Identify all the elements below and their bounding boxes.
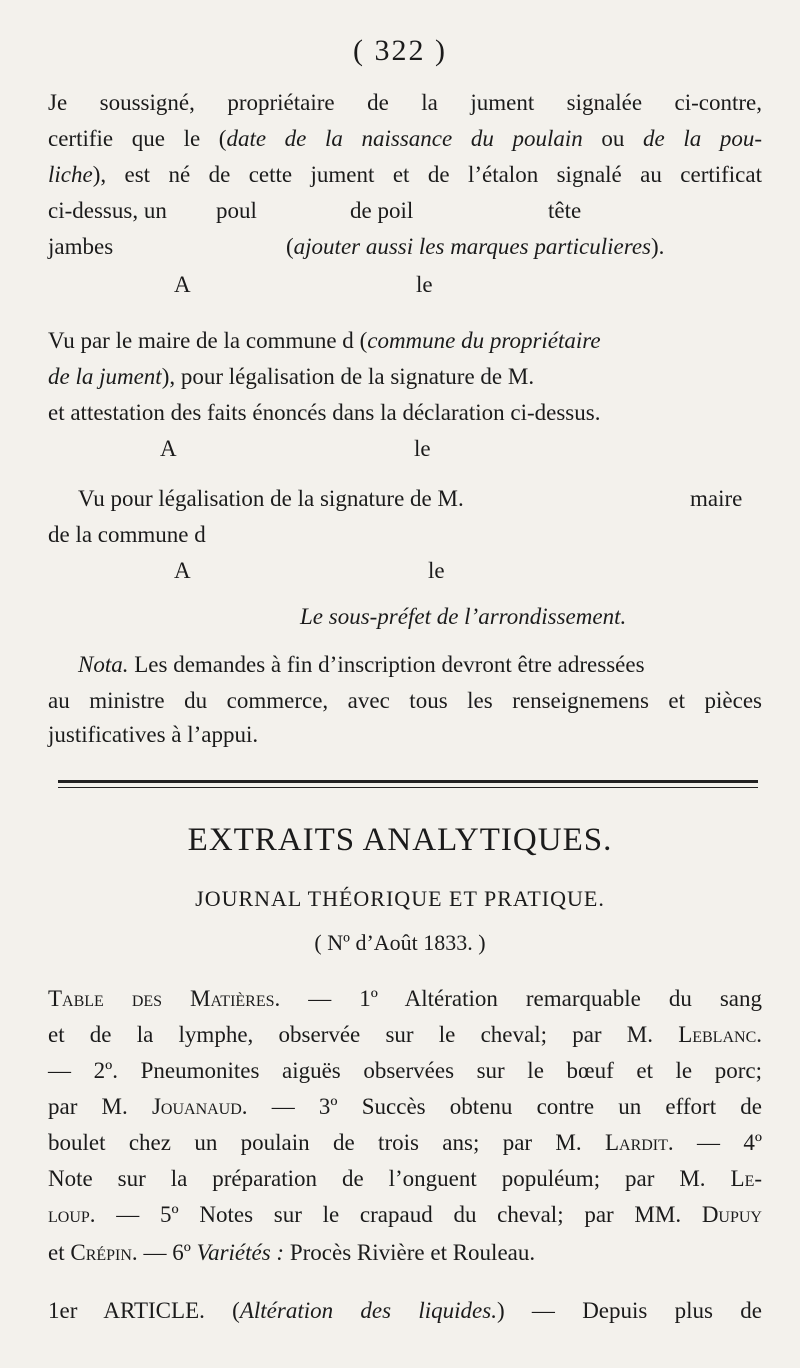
section-title: EXTRAITS ANALYTIQUES. xyxy=(187,822,613,858)
nota-line-3: justificatives à l’appui. xyxy=(48,722,259,747)
table-line-6: Note sur la préparation de l’onguent populéum; par M. Le- xyxy=(48,1166,762,1191)
maire-line-3: et attestation des faits énoncés dans la déclaration ci-dessus. xyxy=(48,400,601,425)
table-line-4: par M. Jouanaud. — 3º Succès obtenu contre un effort de xyxy=(48,1094,762,1119)
divider-thick xyxy=(58,780,758,783)
prefet-place: A xyxy=(174,558,191,583)
declaration-date: le xyxy=(416,272,433,297)
declaration-line-5b: (ajouter aussi les marques particulieres). xyxy=(286,234,665,259)
table-line-8: et Crépin. — 6º Variétés : Procès Rivière et Rouleau. xyxy=(48,1240,536,1265)
article-line-1: 1er ARTICLE. (Altération des liquides.) — Depuis plus de xyxy=(48,1298,763,1323)
declaration-line-5a: jambes xyxy=(48,234,114,259)
nota-line-1: Nota. Les demandes à fin d’inscription devront être adressées xyxy=(78,652,645,677)
declaration-line-4c: de poil xyxy=(350,198,414,223)
declaration-place: A xyxy=(174,272,191,297)
prefet-date: le xyxy=(428,558,445,583)
maire-date: le xyxy=(414,436,431,461)
prefet-maire: maire xyxy=(690,486,743,511)
page-number: ( 322 ) xyxy=(353,34,447,67)
declaration-line-4d: tête xyxy=(548,198,582,223)
table-line-7: loup. — 5º Notes sur le crapaud du cheval; par MM. Dupuy xyxy=(48,1202,762,1227)
journal-issue: ( Nº d’Août 1833. ) xyxy=(314,930,486,955)
divider-thin xyxy=(58,787,758,788)
declaration-line-1: Je soussigné, propriétaire de la jument signalée ci-contre, xyxy=(48,90,762,115)
declaration-line-3: liche), est né de cette jument et de l’étalon signalé au certificat xyxy=(48,162,762,187)
maire-place: A xyxy=(160,436,177,461)
prefet-line-2: de la commune d xyxy=(48,522,206,547)
table-line-3: — 2º. Pneumonites aiguës observées sur le bœuf et le porc; xyxy=(48,1058,762,1083)
declaration-line-4a: ci-dessus, un xyxy=(48,198,167,223)
declaration-line-2: certifie que le (date de la naissance du poulain ou de la pou- xyxy=(48,126,762,151)
maire-line-1: Vu par le maire de la commune d (commune du propriétaire xyxy=(48,328,601,353)
journal-title: JOURNAL THÉORIQUE ET PRATIQUE. xyxy=(195,886,605,911)
prefet-line-1: Vu pour légalisation de la signature de M. xyxy=(78,486,464,511)
table-line-5: boulet chez un poulain de trois ans; par M. Lardit. — 4º xyxy=(48,1130,762,1155)
prefet-signature: Le sous-préfet de l’arrondissement. xyxy=(300,604,627,629)
table-line-2: et de la lymphe, observée sur le cheval; par M. Leblanc. xyxy=(48,1022,762,1047)
nota-line-2: au ministre du commerce, avec tous les renseignemens et pièces xyxy=(48,688,762,713)
declaration-line-4b: poul xyxy=(216,198,257,223)
maire-line-2: de la jument), pour légalisation de la signature de M. xyxy=(48,364,535,389)
table-line-1: Table des Matières. — 1º Altération remarquable du sang xyxy=(48,986,763,1011)
